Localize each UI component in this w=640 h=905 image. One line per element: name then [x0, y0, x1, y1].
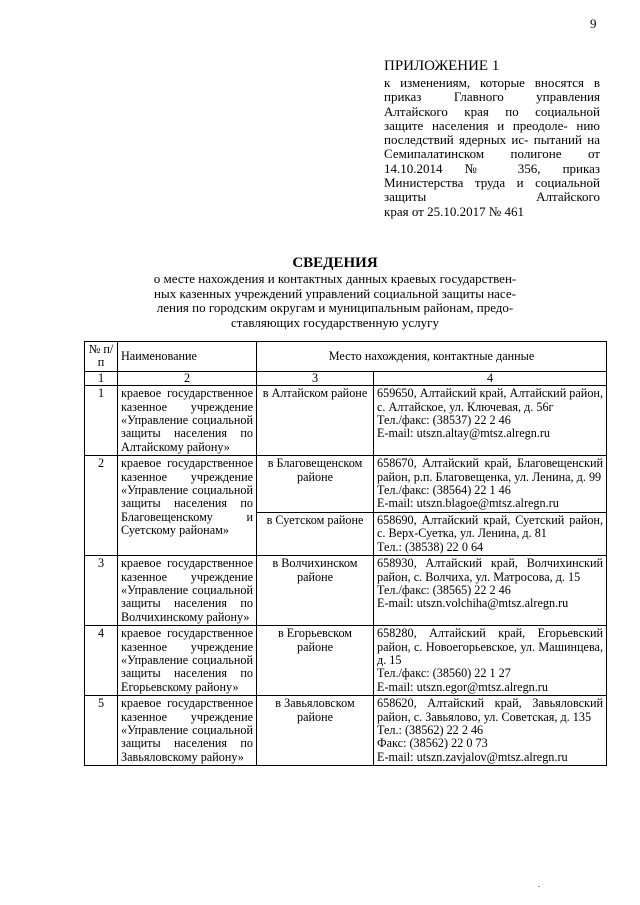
row-num: 5 — [85, 696, 118, 766]
appendix-line: нию последствий ядерных ис- — [384, 117, 600, 148]
appendix-line: края от 25.10.2017 № 461 — [384, 203, 524, 219]
index-cell: 4 — [374, 371, 607, 385]
row-area: в Благовещенском районе — [257, 456, 374, 513]
address-text: 658280, Алтайский край, Егорьевский район, с. Новоегорьевское, ул. Машинцева, д. 15 — [377, 626, 603, 667]
fax-text: Факс: (38562) 22 0 73 — [377, 736, 488, 751]
appendix-text — [384, 76, 600, 219]
row-num: 3 — [85, 556, 118, 626]
table-row — [85, 696, 607, 766]
table-row — [85, 456, 607, 513]
heading-subtitle-line: о месте нахождения и контактных данных краевых государствен- — [153, 271, 517, 286]
index-cell: 1 — [85, 371, 118, 385]
appendix-line: защите населения и преодоле- — [384, 117, 568, 133]
phone-text: Тел.: (38538) 22 0 64 — [377, 539, 484, 554]
appendix-line: пытаний на Семипалатинском — [384, 132, 601, 162]
appendix-line: Алтайского края по социальной — [384, 103, 600, 119]
email-text: E-mail: utszn.altay@mtsz.alregn.ru — [377, 426, 550, 441]
row-contacts — [374, 626, 607, 696]
appendix-line: приказ Министерства труда и — [384, 160, 601, 191]
address-text: 658690, Алтайский край, Суетский район, с. Верх-Суетка, ул. Ленина, д. 81 — [377, 512, 603, 541]
address-text: 658930, Алтайский край, Волчихинский район, с. Волчиха, ул. Матросова, д. 15 — [377, 556, 603, 584]
row-area: в Завьяловском районе — [257, 696, 374, 766]
document-heading — [100, 255, 570, 330]
appendix-block — [384, 58, 600, 219]
heading-title: СВЕДЕНИЯ — [292, 255, 378, 271]
institutions-table — [84, 341, 607, 766]
row-area: в Суетском районе — [257, 512, 374, 555]
row-area: в Алтайском районе — [257, 386, 374, 456]
email-text: E-mail: utszn.egor@mtsz.alregn.ru — [377, 679, 548, 694]
appendix-title: ПРИЛОЖЕНИЕ 1 — [384, 58, 500, 74]
table-row — [85, 626, 607, 696]
phone-text: Тел./факс: (38565) 22 2 46 — [377, 582, 511, 597]
appendix-line: в приказ Главного управления — [384, 75, 601, 105]
row-contacts — [374, 696, 607, 766]
row-name: краевое государственное казенное учреждение «Управление социальной защиты населения по Завьяловскому району» — [118, 696, 257, 766]
row-contacts — [374, 512, 607, 555]
row-area: в Егорьевском районе — [257, 626, 374, 696]
email-text: E-mail: utszn.zavjalov@mtsz.alregn.ru — [377, 749, 568, 764]
appendix-line: полигоне от 14.10.2014 № 356, — [384, 146, 600, 176]
address-text: 658670, Алтайский край, Благовещенский район, р.п. Благовещенка, ул. Ленина, д. 99 — [377, 456, 603, 484]
phone-text: Тел./факс: (38564) 22 1 46 — [377, 483, 511, 498]
table-index-row — [85, 371, 607, 385]
address-text: 658620, Алтайский край, Завьяловский район, с. Завьялово, ул. Советская, д. 135 — [377, 696, 603, 724]
table-row — [85, 386, 607, 456]
table-header-row — [85, 342, 607, 372]
row-num: 2 — [85, 456, 118, 556]
email-text: E-mail: utszn.volchiha@mtsz.alregn.ru — [377, 596, 569, 611]
row-num: 1 — [85, 386, 118, 456]
index-cell: 2 — [118, 371, 257, 385]
header-contacts: Место нахождения, контактные данные — [257, 342, 607, 372]
row-contacts — [374, 386, 607, 456]
page-number: 9 — [590, 16, 597, 31]
row-name: краевое государственное казенное учреждение «Управление социальной защиты населения по Благовещенскому и Суетскому районам» — [118, 456, 257, 556]
heading-subtitle — [100, 272, 570, 330]
row-area: в Волчихинском районе — [257, 556, 374, 626]
index-cell: 3 — [257, 371, 374, 385]
table-row — [85, 556, 607, 626]
phone-text: Тел.: (38562) 22 2 46 — [377, 722, 484, 737]
address-text: 659650, Алтайский край, Алтайский район, с. Алтайское, ул. Ключевая, д. 56г — [377, 386, 603, 414]
heading-subtitle-line: ления по городским округам и муниципальным районам, предо- — [156, 300, 514, 315]
heading-subtitle-line: ных казенных учреждений управлений социальной защиты насе- — [154, 285, 516, 301]
row-num: 4 — [85, 626, 118, 696]
appendix-line: к изменениям, которые вносятся — [384, 75, 585, 90]
row-name: краевое государственное казенное учреждение «Управление социальной защиты населения по Егорьевскому району» — [118, 626, 257, 696]
phone-text: Тел./факс: (38560) 22 1 27 — [377, 666, 511, 681]
row-contacts — [374, 556, 607, 626]
header-name: Наименование — [118, 342, 257, 372]
scan-speck — [538, 886, 540, 887]
header-num: № п/п — [85, 342, 118, 372]
row-contacts — [374, 456, 607, 513]
heading-subtitle-line: ставляющих государственную услугу — [231, 314, 439, 330]
email-text: E-mail: utszn.blagoe@mtsz.alregn.ru — [377, 496, 559, 511]
appendix-line: социальной защиты Алтайского — [384, 175, 601, 205]
row-name: краевое государственное казенное учреждение «Управление социальной защиты населения по Волчихинскому району» — [118, 556, 257, 626]
row-name: краевое государственное казенное учреждение «Управление социальной защиты населения по Алтайскому району» — [118, 386, 257, 456]
phone-text: Тел./факс: (38537) 22 2 46 — [377, 413, 511, 428]
